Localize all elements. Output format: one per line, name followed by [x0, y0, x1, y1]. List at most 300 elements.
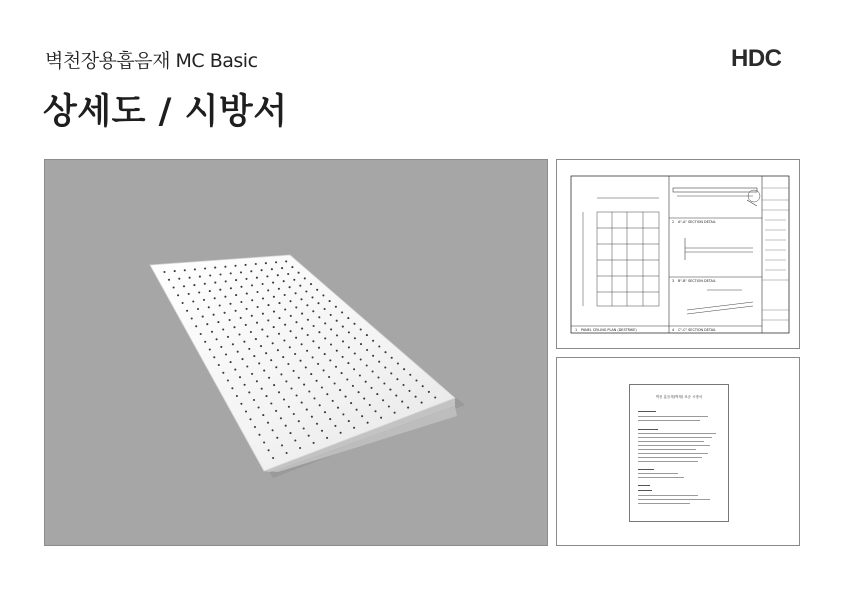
- perforation-hole: [311, 416, 313, 418]
- perforation-hole: [342, 326, 344, 328]
- perforation-hole: [306, 304, 308, 306]
- perforation-hole: [304, 277, 306, 279]
- perforation-hole: [275, 410, 277, 412]
- perforation-hole: [253, 355, 255, 357]
- perforation-hole: [283, 398, 285, 400]
- perforation-hole: [217, 321, 219, 323]
- perforation-hole: [352, 385, 354, 387]
- detail-drawing-sheet: [557, 160, 799, 348]
- perforation-hole: [277, 349, 279, 351]
- perforation-hole: [395, 395, 397, 397]
- perforation-hole: [237, 351, 239, 353]
- perforation-hole: [428, 391, 430, 393]
- perforation-hole: [238, 333, 240, 335]
- perforation-hole: [270, 359, 272, 361]
- perforation-hole: [278, 317, 280, 319]
- perforation-hole: [278, 302, 280, 304]
- perforation-hole: [204, 283, 206, 285]
- perforation-hole: [262, 283, 264, 285]
- perforation-hole: [254, 426, 256, 428]
- perforation-hole: [222, 328, 224, 330]
- perforation-hole: [334, 425, 336, 427]
- perforation-hole: [267, 304, 269, 306]
- perforation-hole: [374, 410, 376, 412]
- perforation-hole: [272, 429, 274, 431]
- perforation-hole: [261, 388, 263, 390]
- perforation-hole: [268, 449, 270, 451]
- view-3-label: B"-B" SECTION DETAIL: [678, 279, 716, 283]
- perforation-hole: [353, 368, 355, 370]
- perforation-hole: [203, 299, 205, 301]
- perforation-hole: [204, 341, 206, 343]
- perforation-hole: [299, 360, 301, 362]
- perforation-hole: [342, 356, 344, 358]
- perforation-hole: [378, 345, 380, 347]
- perforation-hole: [342, 413, 344, 415]
- perforation-hole: [390, 372, 392, 374]
- perforation-hole: [303, 384, 305, 386]
- perforation-hole: [347, 362, 349, 364]
- perforation-hole: [265, 352, 267, 354]
- spec-text-line: [638, 420, 700, 421]
- perforation-hole: [188, 293, 190, 295]
- perforation-hole: [267, 422, 269, 424]
- perforation-hole: [218, 364, 220, 366]
- perforation-hole: [321, 430, 323, 432]
- perforation-hole: [409, 374, 411, 376]
- perforation-hole: [317, 363, 319, 365]
- perforation-hole: [303, 427, 305, 429]
- perforation-hole: [354, 337, 356, 339]
- perforation-hole: [273, 296, 275, 298]
- perforation-hole: [214, 282, 216, 284]
- hdc-logo: HDC: [731, 45, 782, 72]
- perforation-hole: [246, 293, 248, 295]
- perforation-hole: [272, 457, 274, 459]
- perforation-hole: [336, 334, 338, 336]
- perforation-hole: [316, 289, 318, 291]
- perforation-hole: [382, 399, 384, 401]
- perforation-hole: [367, 422, 369, 424]
- perforation-hole: [256, 322, 258, 324]
- perforation-hole: [330, 328, 332, 330]
- perforation-hole: [301, 343, 303, 345]
- perforation-hole: [340, 432, 342, 434]
- perforation-hole: [280, 373, 282, 375]
- spec-text-line: [638, 437, 712, 438]
- perforation-hole: [287, 273, 289, 275]
- perforation-hole: [421, 402, 423, 404]
- perforation-hole: [298, 377, 300, 379]
- perforation-hole: [294, 439, 296, 441]
- specification-panel: [556, 357, 800, 546]
- perforation-hole: [258, 406, 260, 408]
- perforation-hole: [233, 326, 235, 328]
- perforation-hole: [307, 319, 309, 321]
- perforation-hole: [262, 297, 264, 299]
- perforation-hole: [253, 399, 255, 401]
- perforation-hole: [360, 343, 362, 345]
- perforation-hole: [200, 333, 202, 335]
- perforation-hole: [232, 343, 234, 345]
- perforation-hole: [290, 387, 292, 389]
- perforation-hole: [332, 400, 334, 402]
- perforation-hole: [295, 337, 297, 339]
- perforation-hole: [311, 296, 313, 298]
- perforation-hole: [230, 272, 232, 274]
- perforation-hole: [285, 260, 287, 262]
- perforation-hole: [306, 350, 308, 352]
- perforation-hole: [204, 267, 206, 269]
- perforation-hole: [240, 403, 242, 405]
- perforation-hole: [213, 356, 215, 358]
- spec-text-line: [638, 457, 702, 458]
- perforation-hole: [372, 355, 374, 357]
- spec-text-line: [638, 503, 690, 504]
- perforation-hole: [245, 324, 247, 326]
- perforation-hole: [284, 308, 286, 310]
- perforation-hole: [183, 285, 185, 287]
- perforation-hole: [209, 348, 211, 350]
- perforation-hole: [280, 417, 282, 419]
- perforation-hole: [225, 280, 227, 282]
- perforation-hole: [227, 379, 229, 381]
- perforation-hole: [323, 369, 325, 371]
- perforation-hole: [391, 357, 393, 359]
- spec-text-line: [638, 433, 716, 434]
- perforation-hole: [316, 423, 318, 425]
- perforation-hole: [295, 306, 297, 308]
- perforation-hole: [251, 315, 253, 317]
- perforation-hole: [250, 331, 252, 333]
- perforation-hole: [293, 279, 295, 281]
- perforation-hole: [330, 314, 332, 316]
- perforation-hole: [192, 300, 194, 302]
- perforation-hole: [178, 278, 180, 280]
- perforation-hole: [283, 339, 285, 341]
- perforation-hole: [222, 372, 224, 374]
- spec-text-line: [638, 445, 710, 446]
- perforation-hole: [216, 338, 218, 340]
- perforation-hole: [372, 370, 374, 372]
- perforation-hole: [234, 265, 236, 267]
- perforation-hole: [243, 341, 245, 343]
- perforation-hole: [261, 329, 263, 331]
- perforation-hole: [230, 361, 232, 363]
- perforation-hole: [266, 275, 268, 277]
- perforation-hole: [408, 390, 410, 392]
- perforation-hole: [220, 346, 222, 348]
- perforation-hole: [312, 310, 314, 312]
- spec-text-line: [638, 441, 704, 442]
- perforation-hole: [324, 308, 326, 310]
- perforation-hole: [260, 345, 262, 347]
- perforation-hole: [267, 289, 269, 291]
- perforation-hole: [251, 284, 253, 286]
- perforation-hole: [293, 413, 295, 415]
- perforation-hole: [199, 276, 201, 278]
- perforation-hole: [298, 420, 300, 422]
- perforation-hole: [301, 328, 303, 330]
- perforation-hole: [202, 316, 204, 318]
- perforation-hole: [370, 387, 372, 389]
- spec-text-line: [638, 485, 650, 486]
- perforation-hole: [326, 393, 328, 395]
- perforation-hole: [189, 277, 191, 279]
- perforation-hole: [234, 369, 236, 371]
- perforation-hole: [360, 358, 362, 360]
- perforation-hole: [258, 362, 260, 364]
- perforation-hole: [219, 289, 221, 291]
- perforation-hole: [197, 308, 199, 310]
- perforation-hole: [256, 277, 258, 279]
- perforation-hole: [213, 314, 215, 316]
- perforation-hole: [312, 340, 314, 342]
- specification-document: [629, 384, 729, 522]
- perforation-hole: [356, 409, 358, 411]
- perforation-hole: [256, 291, 258, 293]
- perforation-hole: [337, 407, 339, 409]
- perforation-hole: [191, 317, 193, 319]
- perforation-hole: [372, 340, 374, 342]
- perforation-hole: [359, 374, 361, 376]
- perforation-hole: [353, 427, 355, 429]
- perforation-hole: [275, 366, 277, 368]
- perforation-hole: [329, 359, 331, 361]
- perforation-hole: [361, 415, 363, 417]
- perforation-hole: [214, 267, 216, 269]
- perforation-hole: [248, 348, 250, 350]
- perforation-hole: [347, 317, 349, 319]
- spec-text-line: [638, 449, 696, 450]
- perforation-hole: [300, 298, 302, 300]
- perforation-hole: [380, 417, 382, 419]
- perforation-hole: [251, 299, 253, 301]
- perforation-hole: [328, 376, 330, 378]
- perforation-hole: [273, 384, 275, 386]
- perforation-hole: [354, 352, 356, 354]
- perforation-hole: [294, 353, 296, 355]
- perforation-hole: [245, 278, 247, 280]
- perforation-hole: [308, 435, 310, 437]
- perforation-hole: [281, 444, 283, 446]
- perforation-hole: [286, 452, 288, 454]
- perforation-hole: [298, 272, 300, 274]
- perforation-hole: [263, 441, 265, 443]
- perforation-hole: [335, 306, 337, 308]
- perforation-hole: [258, 434, 260, 436]
- perforation-hole: [291, 266, 293, 268]
- perforation-hole: [293, 370, 295, 372]
- perforation-hole: [313, 397, 315, 399]
- perforation-hole: [284, 324, 286, 326]
- perforation-hole: [305, 290, 307, 292]
- spec-text-line: [638, 499, 710, 500]
- perforation-hole: [214, 297, 216, 299]
- perforation-hole: [235, 279, 237, 281]
- perforation-hole: [377, 376, 379, 378]
- perforation-hole: [282, 356, 284, 358]
- perforation-hole: [224, 312, 226, 314]
- perforation-hole: [305, 366, 307, 368]
- perforation-hole: [174, 270, 176, 272]
- perforation-hole: [345, 396, 347, 398]
- perforation-hole: [329, 418, 331, 420]
- perforation-hole: [257, 306, 259, 308]
- perforation-hole: [336, 320, 338, 322]
- view-1-label: PANEL CEILING PLAN (DESTRIKE): [581, 328, 637, 332]
- perforation-hole: [366, 334, 368, 336]
- spec-text-line: [638, 416, 708, 417]
- view-1-number: 1: [575, 328, 578, 332]
- perforation-hole: [324, 353, 326, 355]
- perforation-hole: [263, 370, 265, 372]
- product-photo-panel: [44, 159, 548, 546]
- perforation-hole: [186, 310, 188, 312]
- perforation-hole: [384, 351, 386, 353]
- perforation-hole: [366, 364, 368, 366]
- perforation-hole: [290, 315, 292, 317]
- perforation-hole: [245, 264, 247, 266]
- perforation-hole: [295, 292, 297, 294]
- perforation-hole: [307, 334, 309, 336]
- perforation-hole: [168, 279, 170, 281]
- perforation-hole: [255, 338, 257, 340]
- spec-text-line: [638, 453, 708, 454]
- perforation-hole: [276, 437, 278, 439]
- perforation-hole: [358, 391, 360, 393]
- perforation-hole: [270, 402, 272, 404]
- perforation-hole: [289, 432, 291, 434]
- perforation-hole: [389, 389, 391, 391]
- perforation-hole: [211, 331, 213, 333]
- view-4-number: 4: [672, 328, 675, 332]
- perforation-hole: [301, 402, 303, 404]
- perforation-hole: [198, 291, 200, 293]
- perforation-hole: [251, 373, 253, 375]
- perforation-hole: [265, 262, 267, 264]
- perforation-hole: [415, 379, 417, 381]
- perforation-hole: [224, 266, 226, 268]
- perforation-hole: [318, 331, 320, 333]
- perforation-hole: [278, 333, 280, 335]
- perforation-hole: [241, 358, 243, 360]
- spec-text-line: [638, 429, 658, 430]
- perforation-hole: [365, 381, 367, 383]
- perforation-hole: [312, 356, 314, 358]
- perforation-hole: [229, 303, 231, 305]
- perforation-hole: [402, 384, 404, 386]
- perforation-hole: [299, 285, 301, 287]
- perforation-hole: [342, 340, 344, 342]
- perforation-hole: [394, 412, 396, 414]
- perforation-hole: [295, 321, 297, 323]
- perforation-hole: [245, 410, 247, 412]
- perforation-hole: [265, 395, 267, 397]
- perforation-hole: [341, 311, 343, 313]
- perforation-hole: [235, 310, 237, 312]
- perforation-hole: [194, 268, 196, 270]
- spec-text-line: [638, 473, 678, 474]
- perforation-hole: [299, 447, 301, 449]
- perforation-hole: [246, 365, 248, 367]
- perforation-hole: [415, 396, 417, 398]
- perforation-hole: [248, 391, 250, 393]
- perforation-hole: [249, 418, 251, 420]
- perforation-hole: [341, 372, 343, 374]
- spec-text-line: [638, 495, 698, 496]
- perforation-hole: [360, 328, 362, 330]
- perforation-hole: [209, 274, 211, 276]
- perforation-hole: [261, 269, 263, 271]
- perforation-hole: [277, 274, 279, 276]
- perforation-hole: [246, 308, 248, 310]
- perforation-hole: [388, 405, 390, 407]
- perforation-hole: [240, 317, 242, 319]
- perforation-hole: [378, 361, 380, 363]
- spec-text-line: [638, 469, 654, 470]
- perforation-hole: [235, 294, 237, 296]
- perforation-hole: [288, 406, 290, 408]
- perforation-hole: [324, 411, 326, 413]
- perforation-hole: [208, 306, 210, 308]
- perforation-hole: [278, 288, 280, 290]
- perforation-hole: [310, 373, 312, 375]
- perforation-hole: [317, 302, 319, 304]
- perforation-hole: [255, 263, 257, 265]
- perforation-hole: [308, 390, 310, 392]
- perforation-hole: [403, 368, 405, 370]
- perforation-hole: [244, 384, 246, 386]
- perforation-hole: [284, 294, 286, 296]
- perforation-hole: [324, 322, 326, 324]
- perforation-hole: [401, 401, 403, 403]
- perforation-hole: [296, 394, 298, 396]
- perforation-hole: [383, 382, 385, 384]
- view-2-label: A"-A" SECTION DETAIL: [678, 220, 716, 224]
- perforation-hole: [289, 346, 291, 348]
- perforation-hole: [407, 407, 409, 409]
- perforation-hole: [289, 286, 291, 288]
- perforation-hole: [329, 300, 331, 302]
- perforation-hole: [236, 395, 238, 397]
- perforation-hole: [313, 442, 315, 444]
- perforation-hole: [287, 363, 289, 365]
- perforation-hole: [268, 377, 270, 379]
- perforation-hole: [224, 296, 226, 298]
- perforation-hole: [273, 311, 275, 313]
- perforation-hole: [193, 284, 195, 286]
- perforation-hole: [227, 336, 229, 338]
- perforation-hole: [271, 268, 273, 270]
- perforation-hole: [322, 294, 324, 296]
- perforation-hole: [206, 323, 208, 325]
- perforated-panel-image: [45, 160, 547, 545]
- perforation-hole: [348, 331, 350, 333]
- perforation-hole: [275, 261, 277, 263]
- perforation-hole: [266, 335, 268, 337]
- perforation-hole: [285, 380, 287, 382]
- perforation-hole: [173, 286, 175, 288]
- perforation-hole: [348, 420, 350, 422]
- spec-text-line: [638, 411, 656, 412]
- perforation-hole: [225, 353, 227, 355]
- perforation-hole: [273, 326, 275, 328]
- perforation-hole: [366, 349, 368, 351]
- perforation-hole: [434, 396, 436, 398]
- perforation-hole: [219, 304, 221, 306]
- page-title: 상세도 / 시방서: [43, 92, 288, 132]
